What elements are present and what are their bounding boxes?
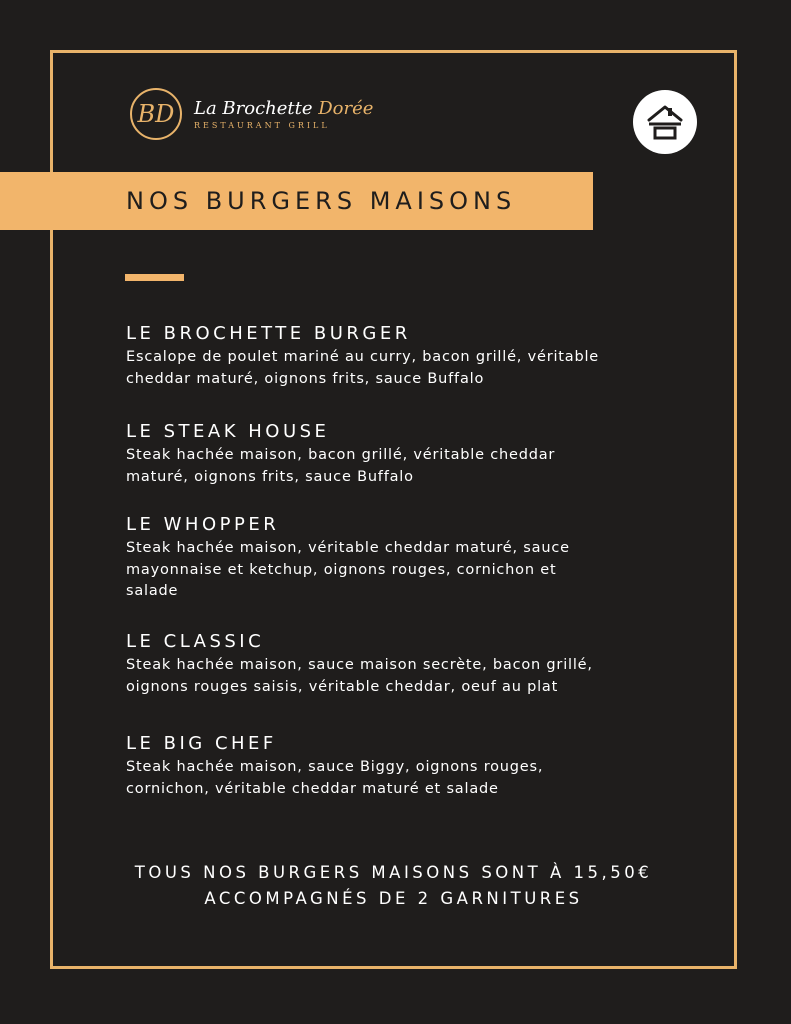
menu-item-description (126, 757, 696, 800)
menu-item (126, 421, 696, 488)
menu-item-desc-line: cheddar maturé, oignons frits, sauce Buffalo (126, 370, 485, 387)
menu-item-desc-line: Escalope de poulet mariné au curry, bacon grillé, véritable (126, 349, 600, 365)
section-banner (0, 172, 593, 230)
price-footer (50, 860, 737, 912)
restaurant-name-part2: Dorée (318, 98, 374, 119)
menu-item (126, 733, 696, 800)
footer-garnish-line: ACCOMPAGNÉS DE 2 GARNITURES (204, 889, 583, 908)
menu-item-desc-line: Steak hachée maison, sauce Biggy, oignons rouges, (126, 759, 544, 775)
menu-item-name: LE WHOPPER (126, 514, 280, 535)
menu-item (126, 514, 696, 603)
menu-item-description (126, 347, 696, 390)
house-icon (645, 102, 685, 142)
accent-bar (125, 274, 184, 281)
menu-item-description (126, 655, 696, 698)
restaurant-logo (130, 88, 373, 140)
menu-item-desc-line: Steak hachée maison, véritable cheddar maturé, sauce (126, 540, 570, 556)
menu-item-desc-line: salade (126, 583, 179, 599)
menu-item-name: LE STEAK HOUSE (126, 421, 330, 442)
menu-item-desc-line: oignons rouges saisis, véritable cheddar, oeuf au plat (126, 678, 559, 695)
restaurant-name (194, 98, 373, 119)
menu-item-desc-line: mayonnaise et ketchup, oignons rouges, cornichon et (126, 561, 557, 578)
menu-item-name: LE BROCHETTE BURGER (126, 323, 411, 344)
menu-item-description (126, 538, 696, 603)
menu-item-name: LE BIG CHEF (126, 733, 277, 754)
menu-item-desc-line: Steak hachée maison, bacon grillé, véritable cheddar (126, 447, 556, 463)
menu-item-description (126, 445, 696, 488)
logo-text (194, 98, 373, 130)
logo-monogram: BD (130, 88, 182, 140)
footer-price-line: TOUS NOS BURGERS MAISONS SONT À 15,50€ (134, 863, 653, 882)
menu-item-name: LE CLASSIC (126, 631, 265, 652)
menu-item (126, 631, 696, 698)
menu-item-desc-line: maturé, oignons frits, sauce Buffalo (126, 468, 414, 485)
menu-item (126, 323, 696, 390)
section-title: NOS BURGERS MAISONS (126, 187, 517, 215)
restaurant-subtitle: RESTAURANT GRILL (194, 121, 330, 130)
restaurant-name-part1: La Brochette (194, 98, 319, 119)
house-badge (633, 90, 697, 154)
menu-item-desc-line: cornichon, véritable cheddar maturé et salade (126, 780, 499, 797)
menu-item-desc-line: Steak hachée maison, sauce maison secrète, bacon grillé, (126, 657, 593, 673)
